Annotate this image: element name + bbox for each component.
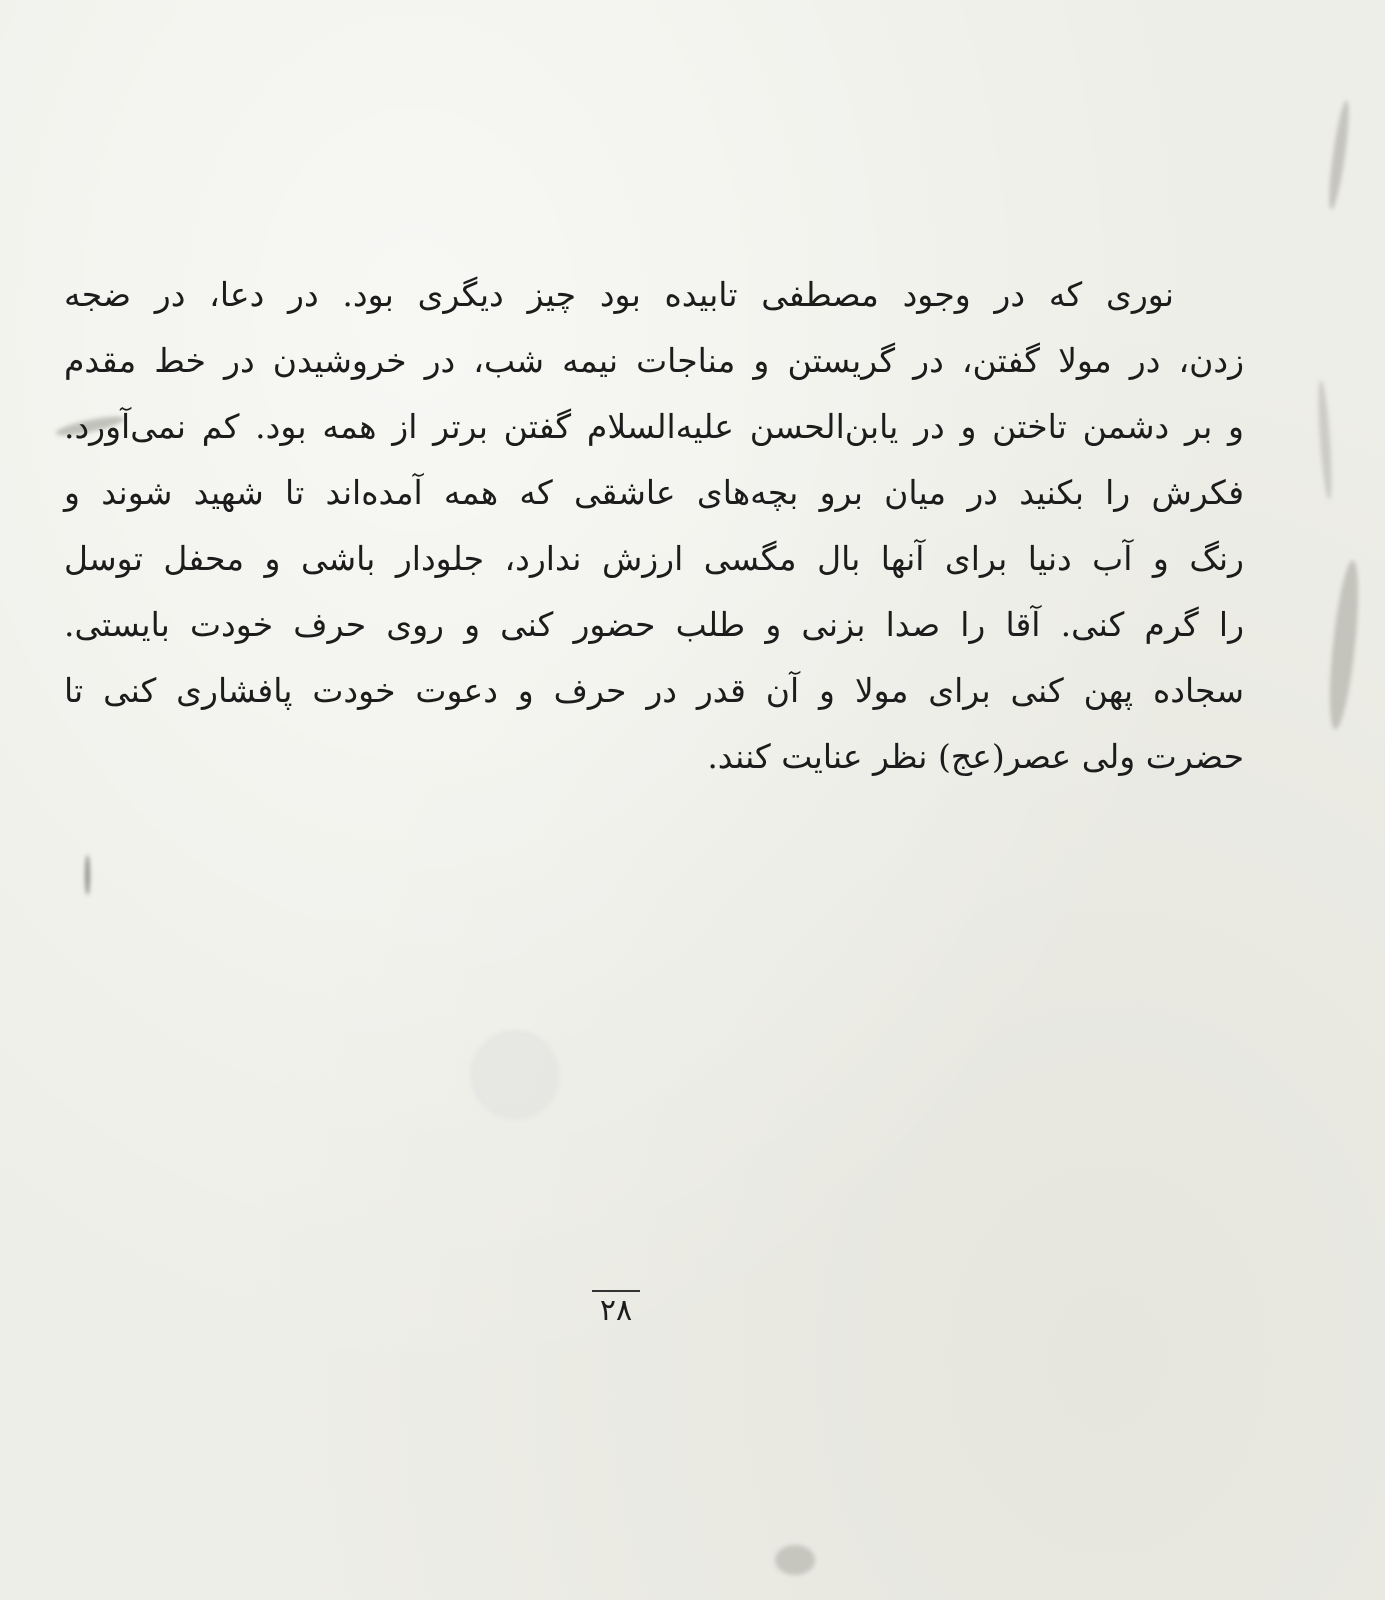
page-smudge [470, 1030, 560, 1120]
text-line: رنگ و آب دنیا برای آنها بال مگسی ارزش ندارد، جلودار باشی و محفل توسل [64, 539, 1244, 578]
text-line: نوری که در وجود مصطفی تابیده بود چیز دیگری بود. در دعا، در ضجه [64, 275, 1174, 314]
text-line: زدن، در مولا گفتن، در گریستن و مناجات نیمه شب، در خروشیدن در خط مقدم [64, 341, 1244, 380]
page-smudge [775, 1545, 815, 1575]
text-line: و بر دشمن تاختن و در یابن‌الحسن علیه‌السلام گفتن برتر از همه بود. کم نمی‌آورد. [64, 407, 1244, 446]
text-line: فکرش را بکنید در میان برو بچه‌های عاشقی که همه آمده‌اند تا شهید شوند و [64, 473, 1244, 512]
text-line: سجاده پهن کنی برای مولا و آن قدر در حرف و دعوت خودت پافشاری کنی تا [64, 671, 1244, 710]
page-smudge [1324, 559, 1364, 730]
page-smudge [85, 855, 90, 895]
page-smudge [1316, 380, 1334, 500]
body-paragraph [64, 262, 1244, 790]
page-number: ۲۸ [592, 1290, 640, 1330]
text-line: حضرت ولی عصر(عج) نظر عنایت کنند. [707, 737, 1244, 776]
page-smudge [1325, 100, 1352, 211]
text-line: را گرم کنی. آقا را صدا بزنی و طلب حضور کنی و روی حرف خودت بایستی. [64, 605, 1244, 644]
